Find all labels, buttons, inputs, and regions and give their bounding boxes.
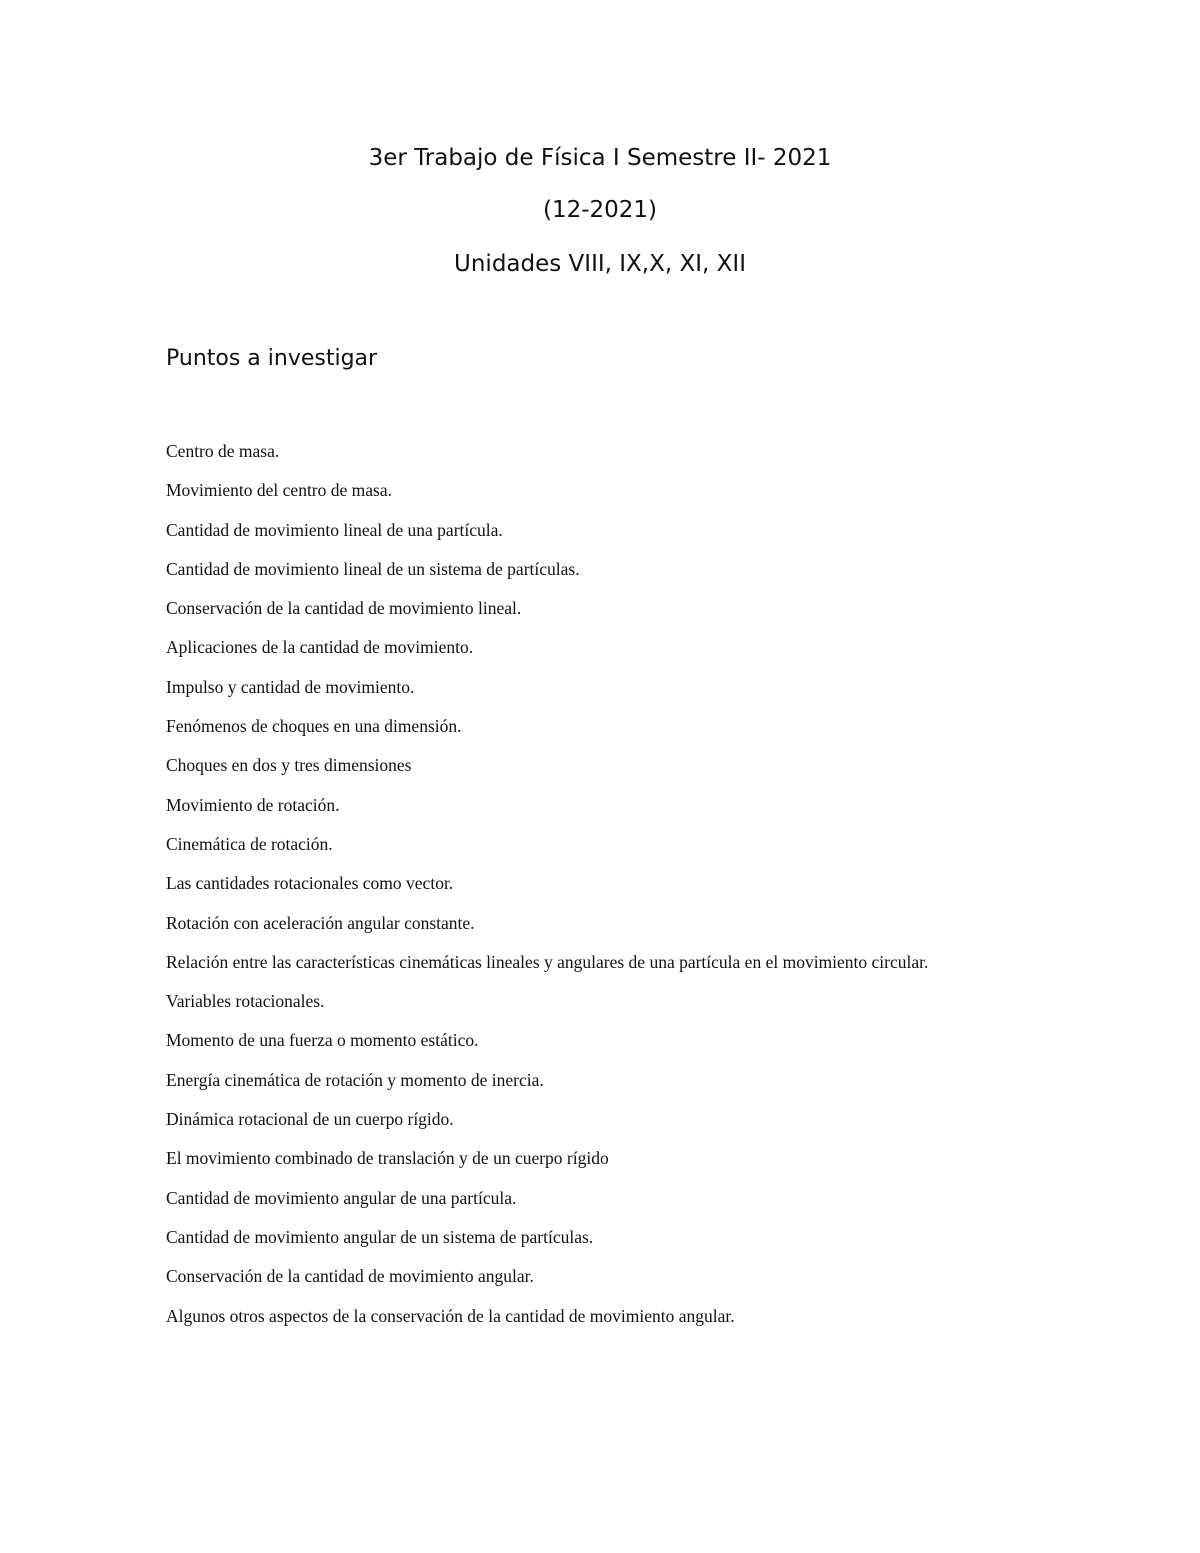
list-item: Momento de una fuerza o momento estático. <box>166 1030 479 1051</box>
list-item: Cinemática de rotación. <box>166 833 333 854</box>
list-item: Cantidad de movimiento angular de una partícula. <box>166 1187 517 1208</box>
list-item: Cantidad de movimiento lineal de una partícula. <box>166 519 503 540</box>
document-title: 3er Trabajo de Física I Semestre II- 2021 <box>368 145 832 171</box>
list-item: Variables rotacionales. <box>166 991 325 1012</box>
list-item: Relación entre las características cinemáticas lineales y angulares de una partícula en el movimiento circular. <box>166 951 929 972</box>
list-item: Conservación de la cantidad de movimiento lineal. <box>166 598 522 619</box>
list-item: Cantidad de movimiento lineal de un sistema de partículas. <box>166 558 580 579</box>
document-date: (12-2021) <box>542 197 658 223</box>
list-item: Algunos otros aspectos de la conservación de la cantidad de movimiento angular. <box>166 1305 735 1326</box>
list-item: Rotación con aceleración angular constante. <box>166 912 475 933</box>
list-item: Las cantidades rotacionales como vector. <box>166 873 454 894</box>
list-item: Impulso y cantidad de movimiento. <box>166 676 415 697</box>
document-units: Unidades VIII, IX,X, XI, XII <box>454 251 746 277</box>
topic-list <box>166 437 1146 1341</box>
list-item: Fenómenos de choques en una dimensión. <box>166 716 462 737</box>
list-item: Movimiento de rotación. <box>166 794 340 815</box>
list-item: Movimiento del centro de masa. <box>166 480 392 501</box>
list-item: Centro de masa. <box>166 441 280 461</box>
title-block <box>0 138 1200 296</box>
list-item: Choques en dos y tres dimensiones <box>166 755 412 776</box>
list-item: Aplicaciones de la cantidad de movimiento. <box>166 637 474 658</box>
list-item: Energía cinemática de rotación y momento de inercia. <box>166 1069 544 1090</box>
list-item: Cantidad de movimiento angular de un sistema de partículas. <box>166 1226 594 1247</box>
section-heading: Puntos a investigar <box>166 346 378 371</box>
list-item: Conservación de la cantidad de movimiento angular. <box>166 1266 534 1287</box>
list-item: El movimiento combinado de translación y de un cuerpo rígido <box>166 1148 609 1169</box>
list-item: Dinámica rotacional de un cuerpo rígido. <box>166 1109 454 1130</box>
